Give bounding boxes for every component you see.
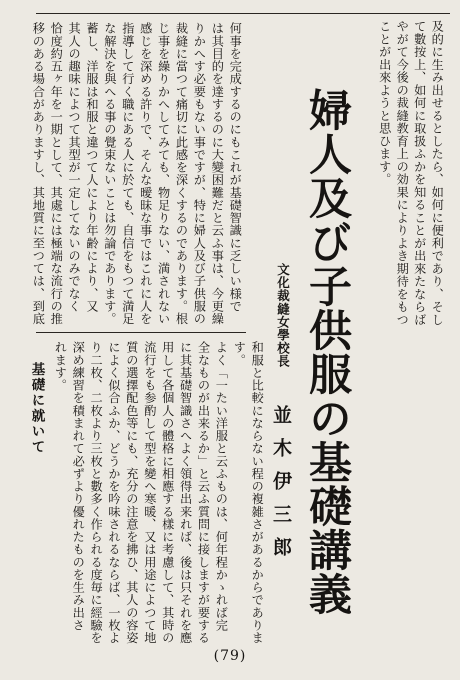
- body-column: じ事を繰りかへしてみても、物足りない、満されない: [156, 22, 171, 325]
- body-column: 全なものが出来るか」と云ふ質問に接しますが要する: [196, 341, 211, 644]
- body-column: 移のある場合がありますし、其地質に至つては、到底: [31, 22, 46, 325]
- body-column: れます。: [53, 341, 68, 392]
- body-column: よく「一たい洋服と云ふものは、何年程かゝれば完: [214, 341, 229, 632]
- body-column: りかへす必要もない事ですが、特に婦人及び子供服の: [192, 22, 207, 325]
- body-column: は其目的を達するのに大變困難だと云ふ事は、今更繰: [210, 22, 225, 325]
- top-rule: [36, 13, 450, 14]
- intro-column: て數按上、如何に取扱ふかを知ることが出來たならば: [412, 20, 427, 326]
- body-column: な解決を與へる事の覺束ないことは勿論であります。: [102, 22, 117, 325]
- body-column: 用して各個人の體格に相應する樣に考慮して、其時の: [160, 341, 175, 644]
- body-column: によく似合ふか、どうかを吟味されるならば、一枚よ: [107, 341, 121, 644]
- body-column: 質の選擇配色等にも、充分の注意を拂ひ、其人の容姿: [124, 341, 139, 644]
- body-column: 感じを深める許りで、そんな曖昧な事ではこれに人を: [138, 22, 153, 325]
- body-column: 深め練習を積まれて必ずより優れたものを生み出さ: [71, 341, 86, 632]
- body-column: 恰度約五ヶ年を一期として、其處には極端な流行の推: [49, 22, 64, 325]
- author-name: 並木伊三郎: [270, 405, 292, 570]
- section-heading: 基礎に就いて: [28, 362, 45, 455]
- intro-column: やがて今後の裁縫教育上の効果によりよき期待をもつ: [395, 20, 410, 326]
- body-column: 裁縫に當つて痛切に此感を深くするのであります。根: [174, 22, 189, 325]
- body-column: に其基礎智識さへよく領得出来れば、後は只それを應: [178, 341, 193, 644]
- page-number: (79): [213, 648, 247, 664]
- body-column: 何事を完成するのにもこれが基礎智識に乏しい様で: [228, 22, 243, 313]
- body-column: 其人の趣味によつて其型が一定してないのみでなく: [67, 22, 82, 313]
- body-column: 流行をも参酌して型を變へ寒暖、又は用途によつて地: [142, 341, 157, 644]
- column-divider-rule: [36, 332, 246, 333]
- body-column: り二枚、二枚より三枚と數多く作られる度毎に經驗を: [89, 341, 104, 644]
- body-column: 蓄し、洋服は和服と違つて人により年齢により、又: [85, 22, 99, 313]
- article-title: 婦人及び子供服の基礎講義: [302, 88, 352, 616]
- body-column: す。: [232, 341, 247, 367]
- body-column: 指導して行く職にある人に於ても、自信をもつて満足: [120, 22, 135, 325]
- author-affiliation: 文化裁縫女學校長: [275, 263, 291, 368]
- intro-column: 及的に生み出せるとしたら、如何に便利であり、そし: [430, 20, 445, 326]
- body-column: 和服と比較にならない程の複雑さがあるからでありま: [250, 341, 265, 644]
- intro-column: ことが出來ようと思ひます。: [377, 20, 392, 186]
